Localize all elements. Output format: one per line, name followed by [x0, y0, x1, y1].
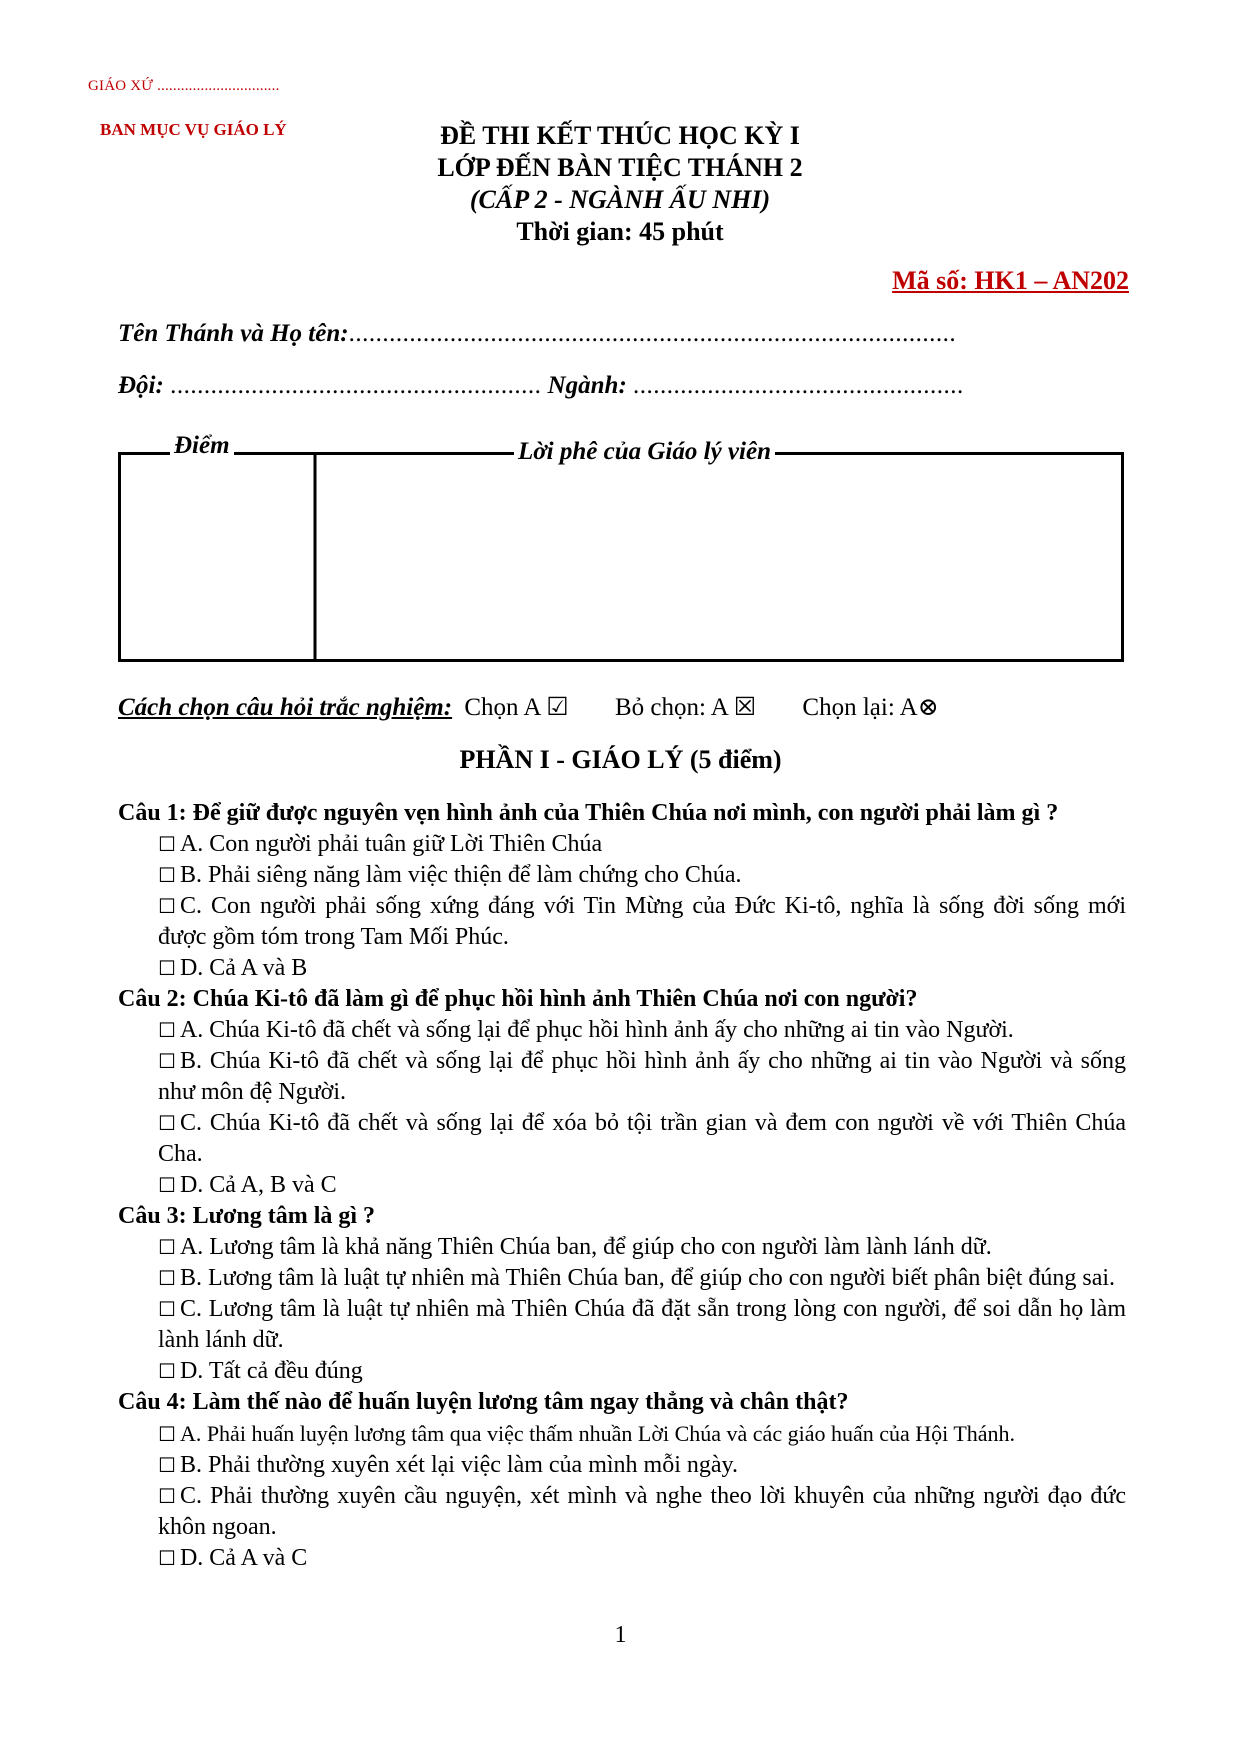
option-text: C. Lương tâm là luật tự nhiên mà Thiên Chúa đã đặt sẵn trong lòng con người, để soi dẫn họ làm lành lánh dữ. [158, 1296, 1126, 1353]
option-text: B. Lương tâm là luật tự nhiên mà Thiên Chúa ban, để giúp cho con người biết phân biệt đúng sai. [179, 1265, 1116, 1291]
question-text: Câu 2: Chúa Ki-tô đã làm gì để phục hồi hình ảnh Thiên Chúa nơi con người? [118, 986, 918, 1012]
comment-label: Lời phê của Giáo lý viên [514, 438, 775, 466]
option-text: C. Con người phải sống xứng đáng với Tin Mừng của Đức Ki-tô, nghĩa là sống đời sống mới được gồm tóm trong Tam Mối Phúc. [158, 893, 1126, 950]
exam-title-block [300, 120, 940, 248]
option-c[interactable] [118, 1108, 1126, 1170]
checkbox-icon[interactable]: ☐ [158, 1422, 176, 1446]
option-c[interactable] [118, 891, 1126, 953]
question-4 [118, 1387, 1126, 1574]
option-text: A. Phải huấn luyện lương tâm qua việc thấm nhuần Lời Chúa và các giáo huấn của Hội Thánh. [179, 1421, 1016, 1446]
option-d[interactable] [118, 1543, 1126, 1574]
part-title: PHẦN I - GIÁO LÝ (5 điểm) [459, 745, 782, 774]
option-a[interactable] [118, 1232, 1126, 1263]
branch-dots: ................................................. [633, 372, 964, 399]
checkbox-icon[interactable]: ☐ [158, 1111, 176, 1135]
checkbox-icon[interactable]: ☐ [158, 1018, 176, 1042]
option-text: C. Phải thường xuyên cầu nguyện, xét mình và nghe theo lời khuyên của những người đạo đức khôn ngoan. [158, 1483, 1126, 1540]
option-d[interactable] [118, 1170, 1126, 1201]
option-text: A. Chúa Ki-tô đã chết và sống lại để phục hồi hình ảnh ấy cho những ai tin vào Người. [179, 1017, 1014, 1043]
checkbox-icon[interactable]: ☐ [158, 1297, 176, 1321]
option-b[interactable] [118, 860, 1126, 891]
option-text: C. Chúa Ki-tô đã chết và sống lại để xóa bỏ tội trần gian và đem con người về với Thiên Chúa Cha. [158, 1110, 1126, 1167]
level-title: (CẤP 2 - NGÀNH ẤU NHI) [469, 185, 771, 214]
unchoose-instruction: Bỏ chọn: A ☒ [614, 694, 757, 721]
option-text: B. Chúa Ki-tô đã chết và sống lại để phục hồi hình ảnh ấy cho những ai tin vào Người và sống như môn đệ Người. [158, 1048, 1126, 1105]
question-2 [118, 984, 1126, 1201]
page-number: 1 [614, 1622, 627, 1648]
option-text: D. Cả A và C [179, 1545, 308, 1571]
option-text: A. Con người phải tuân giữ Lời Thiên Chúa [179, 831, 603, 857]
option-text: D. Tất cả đều đúng [179, 1358, 363, 1384]
checkbox-icon[interactable]: ☐ [158, 1173, 176, 1197]
checkbox-icon[interactable]: ☐ [158, 832, 176, 856]
option-a[interactable] [118, 1418, 1126, 1450]
exam-time: Thời gian: 45 phút [516, 217, 724, 246]
question-text: Câu 3: Lương tâm là gì ? [118, 1203, 376, 1229]
option-a[interactable] [118, 1015, 1126, 1046]
question-1 [118, 798, 1126, 984]
name-label: Tên Thánh và Họ tên: [118, 320, 349, 347]
question-3 [118, 1201, 1126, 1387]
team-dots: ....................................................... [170, 372, 542, 399]
name-dots: .......................................................................................... [348, 320, 957, 347]
checkbox-icon[interactable]: ☐ [158, 1235, 176, 1259]
class-title: LỚP ĐẾN BÀN TIỆC THÁNH 2 [437, 153, 803, 182]
branch-label: Ngành: [547, 372, 627, 399]
option-text: A. Lương tâm là khả năng Thiên Chúa ban, để giúp cho con người làm lành lánh dữ. [179, 1234, 992, 1260]
checkbox-icon[interactable]: ☐ [158, 1359, 176, 1383]
score-box-frame [118, 452, 1124, 662]
checkbox-icon[interactable]: ☐ [158, 1546, 176, 1570]
option-a[interactable] [118, 829, 1126, 860]
score-comment-box [118, 432, 1124, 662]
team-line [118, 372, 964, 400]
question-text: Câu 4: Làm thế nào để huấn luyện lương tâm ngay thẳng và chân thật? [118, 1389, 849, 1415]
exam-title: ĐỀ THI KẾT THÚC HỌC KỲ I [440, 121, 800, 150]
option-text: D. Cả A và B [179, 955, 308, 981]
parish-label: GIÁO XỨ ............................... [88, 78, 280, 94]
checkbox-icon[interactable]: ☐ [158, 894, 176, 918]
checkbox-icon[interactable]: ☐ [158, 1266, 176, 1290]
question-list [118, 798, 1126, 1574]
checkbox-icon[interactable]: ☐ [158, 863, 176, 887]
option-text: D. Cả A, B và C [179, 1172, 337, 1198]
checkbox-icon[interactable]: ☐ [158, 1049, 176, 1073]
instructions-label: Cách chọn câu hỏi trắc nghiệm: [118, 694, 453, 721]
checkbox-icon[interactable]: ☐ [158, 956, 176, 980]
name-line [118, 320, 956, 348]
option-text: B. Phải thường xuyên xét lại việc làm của mình mỗi ngày. [179, 1452, 738, 1478]
score-label: Điểm [170, 432, 234, 460]
option-b[interactable] [118, 1263, 1126, 1294]
board-label: BAN MỤC VỤ GIÁO LÝ [100, 120, 287, 139]
checkbox-icon[interactable]: ☐ [158, 1484, 176, 1508]
option-text: B. Phải siêng năng làm việc thiện để làm chứng cho Chúa. [179, 862, 742, 888]
exam-code: Mã số: HK1 – AN202 [892, 266, 1129, 295]
answer-instructions [118, 692, 939, 722]
question-text: Câu 1: Để giữ được nguyên vẹn hình ảnh của Thiên Chúa nơi mình, con người phải làm gì ? [118, 800, 1059, 826]
rechoose-instruction: Chọn lại: A⊗ [802, 694, 939, 721]
checkbox-icon[interactable]: ☐ [158, 1453, 176, 1477]
choose-instruction: Chọn A ☑ [464, 694, 569, 721]
team-label: Đội: [118, 372, 164, 399]
option-d[interactable] [118, 1356, 1126, 1387]
option-c[interactable] [118, 1294, 1126, 1356]
option-d[interactable] [118, 953, 1126, 984]
option-c[interactable] [118, 1481, 1126, 1543]
option-b[interactable] [118, 1450, 1126, 1481]
option-b[interactable] [118, 1046, 1126, 1108]
